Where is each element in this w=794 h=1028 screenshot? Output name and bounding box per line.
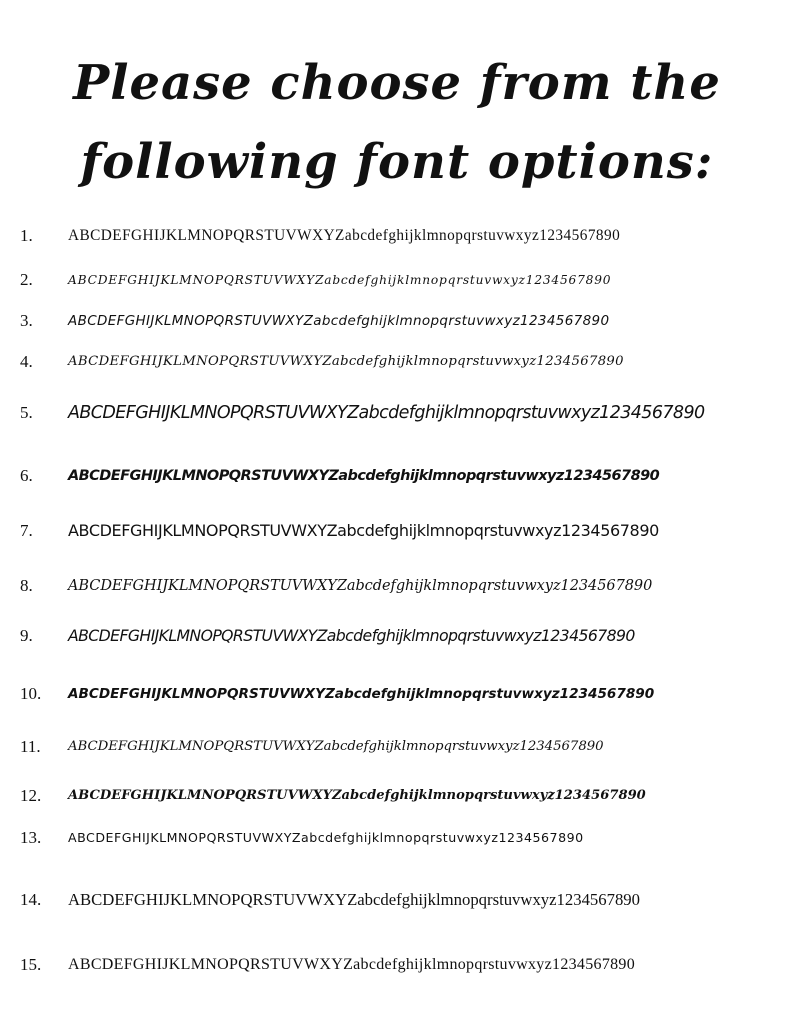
option-number: 2. [20, 270, 33, 289]
font-option-6 [0, 456, 794, 496]
font-sample: ABCDEFGHIJKLMNOPQRSTUVWXYZabcdefghijklmnopqrstuvwxyz1234567890 [68, 956, 636, 973]
page-title-line-2: following font options: [80, 134, 714, 190]
option-number: 14. [20, 890, 42, 909]
font-sample: ABCDEFGHIJKLMNOPQRSTUVWXYZabcdefghijklmnopqrstuvwxyz1234567890 [68, 354, 624, 369]
page-title-line-1: Please choose from the [73, 55, 721, 111]
font-sample: ABCDEFGHIJKLMNOPQRSTUVWXYZabcdefghijklmnopqrstuvwxyz1234567890 [68, 890, 640, 909]
font-sample: ABCDEFGHIJKLMNOPQRSTUVWXYZabcdefghijklmnopqrstuvwxyz1234567890 [68, 830, 584, 845]
font-option-1 [0, 216, 794, 256]
font-option-11 [0, 727, 794, 767]
option-number: 5. [20, 403, 33, 422]
font-option-3 [0, 301, 794, 341]
font-option-9 [0, 616, 794, 656]
option-number: 4. [20, 352, 33, 371]
font-sample: ABCDEFGHIJKLMNOPQRSTUVWXYZabcdefghijklmnopqrstuvwxyz1234567890 [68, 626, 635, 645]
font-sample: ABCDEFGHIJKLMNOPQRSTUVWXYZabcdefghijklmnopqrstuvwxyz1234567890 [68, 578, 653, 594]
option-number: 10. [20, 684, 42, 703]
option-number: 6. [20, 466, 33, 485]
option-number: 13. [20, 828, 42, 847]
font-option-2 [0, 260, 794, 300]
font-option-7 [0, 511, 794, 551]
font-option-10 [0, 674, 794, 714]
font-sample: ABCDEFGHIJKLMNOPQRSTUVWXYZabcdefghijklmnopqrstuvwxyz1234567890 [68, 227, 621, 244]
font-option-12 [0, 776, 794, 816]
font-option-4 [0, 342, 794, 382]
font-option-8 [0, 566, 794, 606]
option-number: 9. [20, 626, 33, 645]
font-option-15 [0, 945, 794, 985]
option-number: 11. [20, 737, 41, 756]
option-number: 15. [20, 955, 42, 974]
font-sample: ABCDEFGHIJKLMNOPQRSTUVWXYZabcdefghijklmnopqrstuvwxyz1234567890 [68, 739, 604, 754]
font-sample: ABCDEFGHIJKLMNOPQRSTUVWXYZabcdefghijklmnopqrstuvwxyz1234567890 [68, 403, 705, 423]
option-number: 8. [20, 576, 33, 595]
font-sample: ABCDEFGHIJKLMNOPQRSTUVWXYZabcdefghijklmnopqrstuvwxyz1234567890 [68, 273, 612, 287]
option-number: 7. [20, 521, 33, 540]
font-sample: ABCDEFGHIJKLMNOPQRSTUVWXYZabcdefghijklmnopqrstuvwxyz1234567890 [68, 686, 655, 702]
font-sample: ABCDEFGHIJKLMNOPQRSTUVWXYZabcdefghijklmnopqrstuvwxyz1234567890 [68, 313, 610, 329]
font-option-5 [0, 393, 794, 433]
option-number: 1. [20, 226, 33, 245]
font-sample: ABCDEFGHIJKLMNOPQRSTUVWXYZabcdefghijklmnopqrstuvwxyz1234567890 [68, 468, 660, 484]
option-number: 12. [20, 786, 42, 805]
font-option-13 [0, 818, 794, 858]
font-sample: ABCDEFGHIJKLMNOPQRSTUVWXYZabcdefghijklmnopqrstuvwxyz1234567890 [68, 521, 659, 540]
option-number: 3. [20, 311, 33, 330]
font-sample: ABCDEFGHIJKLMNOPQRSTUVWXYZabcdefghijklmnopqrstuvwxyz1234567890 [68, 788, 646, 803]
font-option-14 [0, 880, 794, 920]
